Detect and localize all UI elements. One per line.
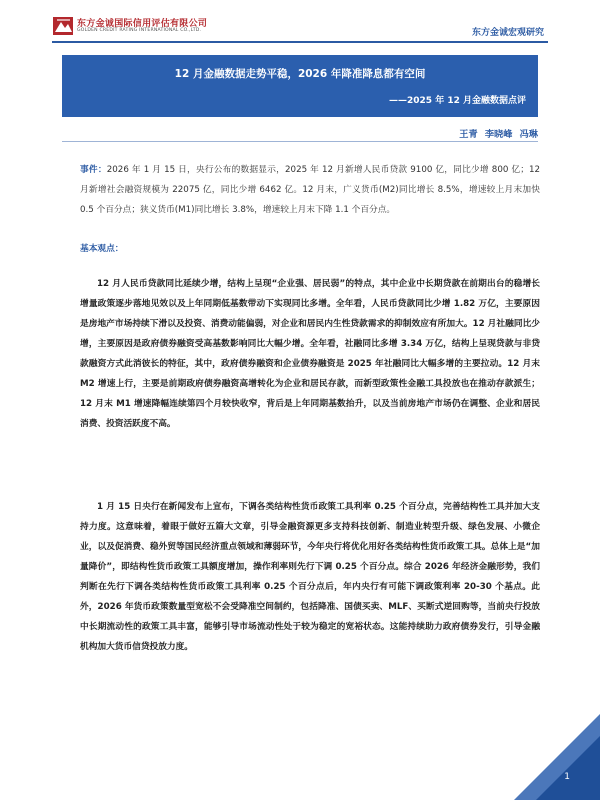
- authors: 王青 李晓峰 冯琳: [459, 129, 538, 140]
- page-number: 1: [564, 772, 570, 782]
- event-label: 事件：: [80, 165, 107, 175]
- view-paragraph-2: 1 月 15 日央行在新闻发布上宣布，下调各类结构性货币政策工具利率 0.25 个百分点，完善结构性工具并加大支持力度。这意味着，着眼于做好五篇大文章，引导金融资源更多支持科技创新、制造业转型升级、绿色发展、小微企业，以及促消费、稳外贸等国民经济重点领域和薄弱环节，今年央行将优化用好各类结构性货币政策工具。总体上是“加量降价”，即结构性货币政策工具额度增加，操作利率则先行下调 0.25 个百分点。综合 2026 年经济金融形势，我们判断在先行下调各类结构性货币政策工具利率 0.25 个百分点后，年内央行有可能下调政策利率 20-30 个基点。此外，2026 年货币政策数量型宽松不会受降准空间制约，包括降准、国债买卖、MLF、买断式逆回购等，当前央行投放中长期流动性的政策工具丰富，能够引导市场流动性处于较为稳定的宽裕状态。这能持续助力政府债券发行，引导金融机构加大货币信贷投放力度。: [80, 502, 540, 652]
- event-text: 2026 年 1 月 15 日，央行公布的数据显示，2025 年 12 月新增人民币贷款 9100 亿，同比少增 800 亿；12 月新增社会融资规模为 22075 亿，同比少增 6462 亿。12 月末，广义货币(M2)同比增长 8.5%，增速较上月末加快 0.5 个百分点；狭义货币(M1)同比增长 3.8%，增速较上月末下降 1.1 个百分点。: [80, 165, 541, 215]
- corner-decoration-icon: [514, 714, 600, 800]
- company-logo: [52, 15, 212, 41]
- views-label: 基本观点：: [80, 244, 124, 254]
- view-paragraph-1: 12 月人民币贷款同比延续少增，结构上呈现“企业强、居民弱”的特点，其中企业中长期贷款在前期出台的稳增长增量政策逐步落地见效以及上年同期低基数带动下实现同比多增。全年看，人民币贷款同比少增 1.82 万亿，主要原因是房地产市场持续下滑以及投资、消费动能偏弱，对企业和居民内生性贷款需求的抑制效应有所加大。12 月社融同比少增，主要原因是政府债券融资受高基数影响同比大幅少增。全年看，社融同比多增 3.34 万亿，结构上呈现贷款与非贷款融资方式此消彼长的特征，其中，政府债券融资和企业债券融资是 2025 年社融同比大幅多增的主要拉动。12 月末 M2 增速上行，主要是前期政府债券融资高增转化为企业和居民存款，而新型政策性金融工具投放也在推动存款派生；12 月末 M1 增速降幅连续第四个月较快收窄，背后是上年同期基数抬升，以及当前房地产市场仍在调整、企业和居民消费、投资活跃度不高。: [80, 279, 540, 429]
- content-divider: [62, 141, 538, 142]
- series-title: 东方金诚宏观研究: [471, 28, 544, 38]
- logo-mark-icon: [52, 15, 78, 37]
- header-divider: [52, 41, 548, 43]
- report-title: 12 月金融数据走势平稳，2026 年降准降息都有空间: [174, 68, 426, 80]
- title-banner: [62, 55, 538, 117]
- logo-cn-text: 东方金诚国际信用评估有限公司: [77, 19, 208, 29]
- report-subtitle: ——2025 年 12 月金融数据点评: [389, 96, 526, 106]
- event-paragraph: [80, 160, 540, 220]
- logo-en-text: GOLDEN CREDIT RATING INTERNATIONAL CO.,LTD.: [77, 28, 202, 33]
